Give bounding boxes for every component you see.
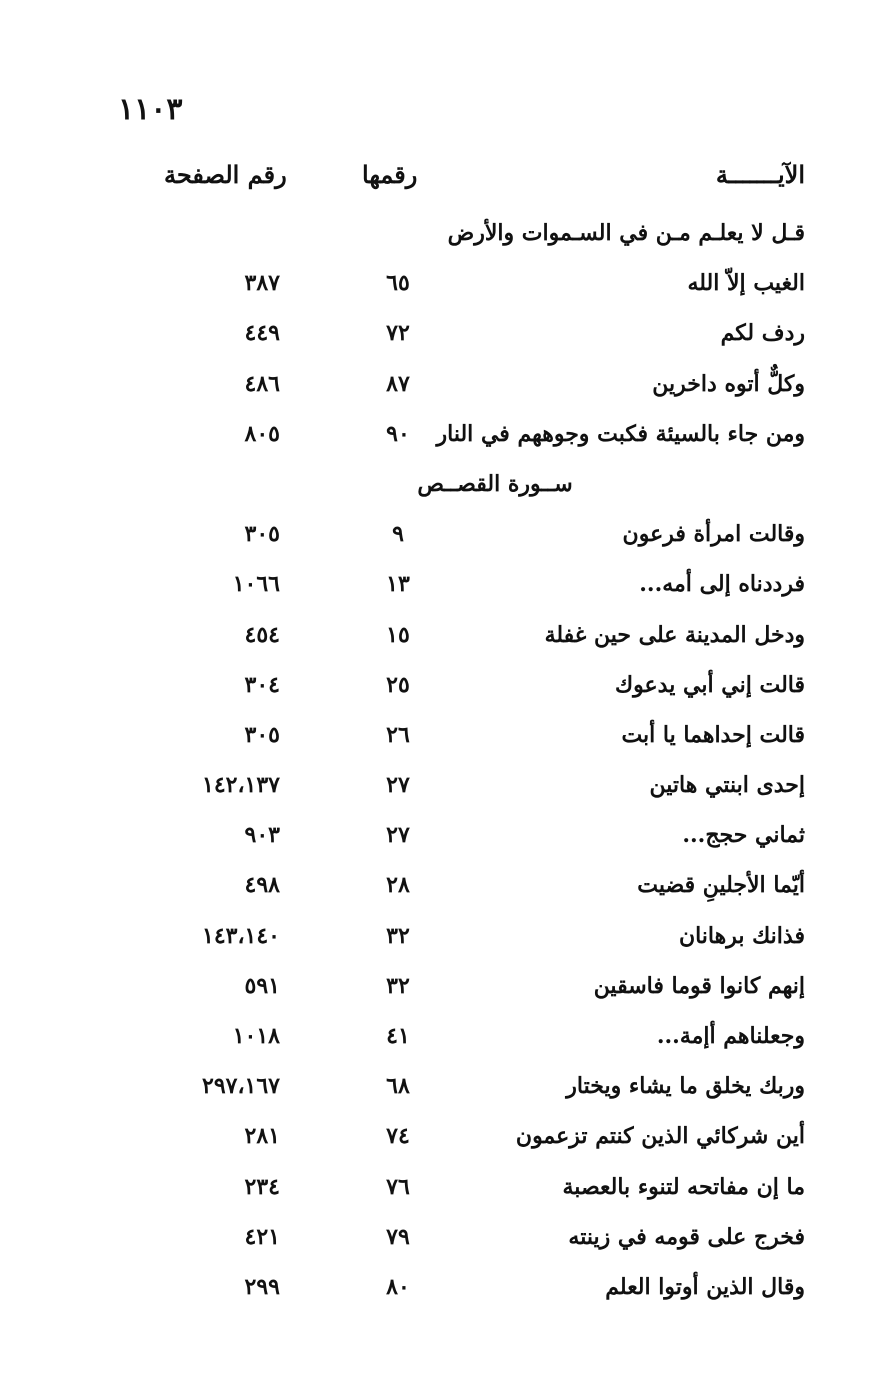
- index-row: [0, 764, 885, 814]
- verse-number: ٨٠: [386, 1273, 410, 1300]
- page-number: ١١٠٣: [118, 92, 183, 127]
- verse-number: ٢٦: [386, 721, 410, 748]
- index-row: [0, 513, 885, 563]
- index-row: [0, 312, 885, 362]
- index-row: [0, 212, 885, 262]
- verse-number: ٧٩: [386, 1223, 410, 1250]
- page-reference: ٤٤٩: [244, 320, 280, 347]
- page-reference: ٢٣٤: [244, 1173, 280, 1200]
- index-row: [0, 363, 885, 413]
- verse-number: ٣٢: [386, 922, 410, 949]
- page-reference: ٤٢١: [244, 1223, 280, 1250]
- index-row: [0, 1216, 885, 1266]
- verse-text: قالت إني أبي يدعوك: [615, 671, 805, 698]
- index-row: [0, 714, 885, 764]
- index-row: [0, 915, 885, 965]
- page-reference: ٤٨٦: [244, 370, 280, 397]
- verse-text: قالت إحداهما يا أبت: [621, 721, 805, 748]
- index-row: [0, 814, 885, 864]
- index-row: [0, 1065, 885, 1115]
- verse-text: ودخل المدينة على حين غفلة: [544, 621, 805, 648]
- index-row: [0, 1015, 885, 1065]
- verse-text: قـل لا يعلـم مـن في السـموات والأرض: [447, 220, 805, 246]
- page-reference: ١٠١٨: [232, 1023, 280, 1049]
- page-reference: ٣٨٧: [244, 270, 280, 297]
- verse-number: ٢٨: [386, 872, 410, 899]
- verse-text: أين شركائي الذين كنتم تزعمون: [515, 1123, 805, 1150]
- page-reference: ٥٩١: [244, 972, 280, 999]
- verse-text: إنهم كانوا قوما فاسقين: [593, 972, 805, 999]
- page-reference: ١٤٢،١٣٧: [202, 772, 280, 799]
- verse-text: فرددناه إلى أمه...: [639, 571, 805, 598]
- verse-number: ٨٧: [386, 370, 410, 397]
- verse-text: وقال الذين أوتوا العلم: [605, 1273, 805, 1300]
- verse-text: فخرج على قومه في زينته: [568, 1223, 805, 1250]
- verse-text: ردف لكم: [720, 320, 805, 347]
- verse-number: ٢٧: [386, 772, 410, 799]
- verse-number-column-header: رقمها: [362, 160, 418, 189]
- index-row: [0, 563, 885, 613]
- verse-number: ١٣: [386, 571, 410, 598]
- verse-text: وجعلناهم أإمة...: [656, 1023, 805, 1049]
- index-row: [0, 262, 885, 312]
- verse-text: ثماني حجج...: [682, 822, 805, 849]
- index-row: [0, 413, 885, 463]
- verse-number: ٣٢: [386, 972, 410, 999]
- verse-number: ٦٨: [386, 1073, 410, 1100]
- page-reference: ٣٠٥: [244, 721, 280, 748]
- verse-text: أيّما الأجلينِ قضيت: [637, 872, 805, 899]
- index-row: [0, 965, 885, 1015]
- verse-text: وقالت امرأة فرعون: [622, 521, 805, 548]
- verse-text: ومن جاء بالسيئة فكبت وجوههم في النار: [436, 420, 805, 447]
- page-number-column-header: رقم الصفحة: [164, 160, 287, 189]
- verse-text: الغيب إلاّ الله: [687, 270, 805, 297]
- verse-text: إحدى ابنتي هاتين: [649, 772, 805, 799]
- index-table: [0, 212, 885, 1316]
- verse-number: ١٥: [386, 621, 410, 648]
- verse-number: ٧٢: [386, 320, 410, 347]
- page-reference: ٤٥٤: [244, 621, 280, 648]
- verse-number: ٧٦: [386, 1173, 410, 1200]
- verse-number: ٤١: [386, 1023, 410, 1049]
- verse-number: ٩٠: [386, 420, 410, 447]
- verse-text: وربك يخلق ما يشاء ويختار: [566, 1073, 805, 1100]
- verse-number: ٧٤: [386, 1123, 410, 1150]
- verse-number: ٢٥: [386, 671, 410, 698]
- verse-number: ٢٧: [386, 822, 410, 849]
- index-row: [0, 864, 885, 914]
- verse-text: وكلٌّ أتوه داخرين: [652, 370, 805, 397]
- verse-text: فذانك برهانان: [678, 922, 805, 949]
- page-reference: ٣٠٥: [244, 521, 280, 548]
- surah-heading-row: [0, 463, 885, 513]
- verse-number: ٩: [392, 521, 404, 548]
- page-reference: ٣٠٤: [244, 671, 280, 698]
- surah-title: ســورة القصــص: [417, 470, 573, 497]
- index-row: [0, 614, 885, 664]
- page-reference: ٤٩٨: [244, 872, 280, 899]
- index-row: [0, 1166, 885, 1216]
- page-reference: ٨٠٥: [244, 420, 280, 447]
- index-row: [0, 1115, 885, 1165]
- verse-number: ٦٥: [386, 270, 410, 297]
- page-reference: ٢٩٩: [244, 1273, 280, 1300]
- index-row: [0, 664, 885, 714]
- page-reference: ١٤٣،١٤٠: [202, 922, 280, 949]
- page-reference: ٢٨١: [244, 1123, 280, 1150]
- table-header: [0, 160, 885, 200]
- verse-text: ما إن مفاتحه لتنوء بالعصبة: [562, 1173, 805, 1200]
- page-reference: ١٠٦٦: [232, 571, 280, 598]
- page-reference: ٢٩٧،١٦٧: [202, 1073, 280, 1100]
- index-row: [0, 1266, 885, 1316]
- page-reference: ٩٠٣: [244, 822, 280, 849]
- verse-column-header: الآيـــــــة: [715, 160, 805, 189]
